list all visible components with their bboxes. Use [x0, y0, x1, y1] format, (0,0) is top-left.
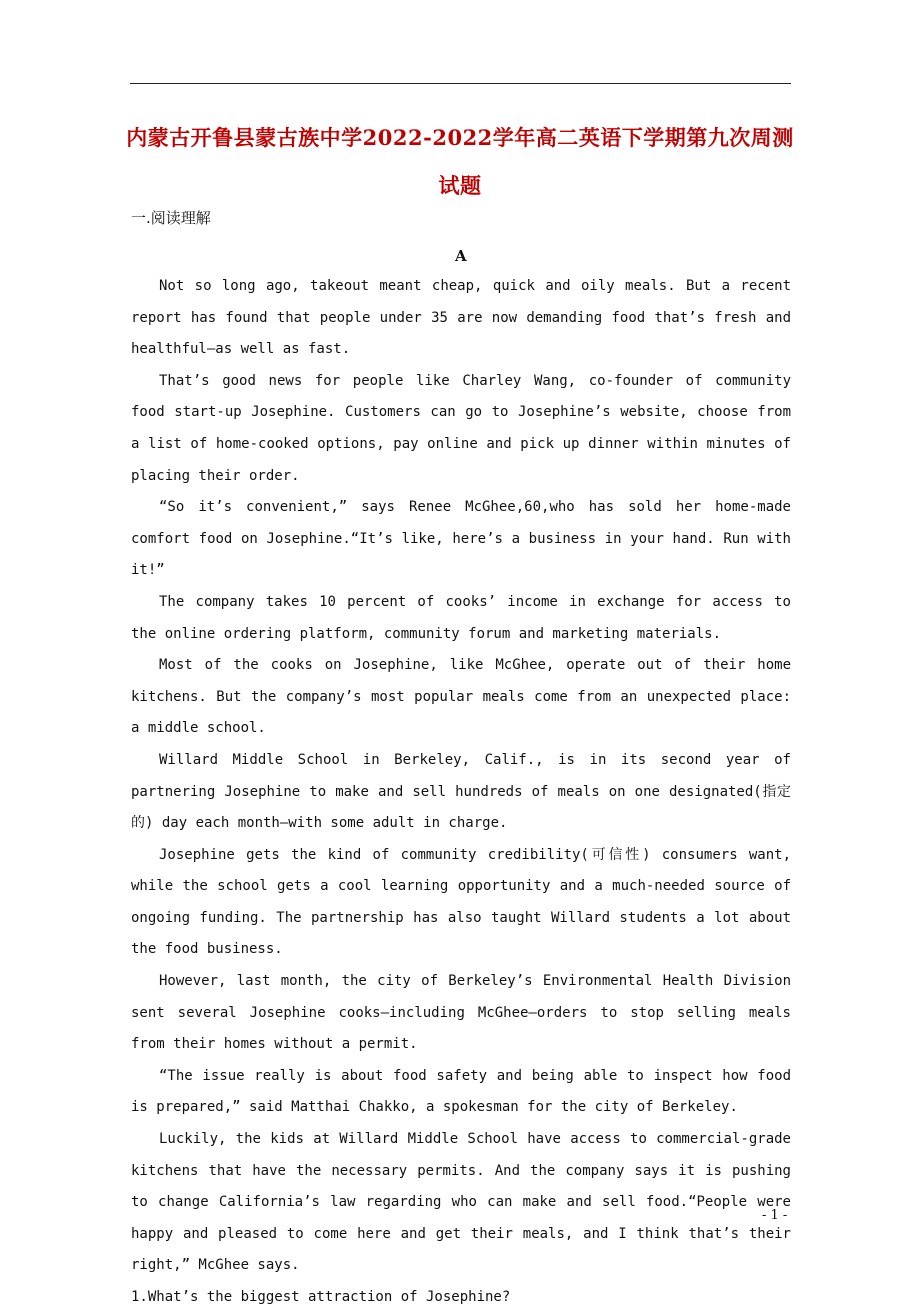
document-title-line-2: 试题: [438, 173, 482, 198]
paragraph: That’s good news for people like Charley Wang, co-founder of community food start-up Josephine. Customers can go to Josephine’s website, choose from a list of home-cooked options, pay online and pick up dinner within minutes of placing their order.: [131, 372, 791, 484]
passage-label: A: [455, 247, 467, 265]
paragraph: The company takes 10 percent of cooks’ income in exchange for access to the online ordering platform, community forum and marketing materials.: [131, 593, 791, 642]
paragraph: Willard Middle School in Berkeley, Calif., is in its second year of partnering Josephine to make and sell hundreds of meals on one designated(指定的) day each month—with some adult in charge.: [131, 751, 791, 832]
section-heading: 一.阅读理解: [131, 209, 211, 227]
paragraph: Most of the cooks on Josephine, like McGhee, operate out of their home kitchens. But the company’s most popular meals come from an unexpected place: a middle school.: [131, 657, 791, 737]
question-1: 1.What’s the biggest attraction of Josephine?: [131, 1289, 511, 1305]
paragraph: Luckily, the kids at Willard Middle School have access to commercial-grade kitchens that have the necessary permits. And the company says it is pushing to change California’s law regarding who can make and sell food.“People were happy and pleased to come here and get their meals, and I think that’s their right,” McGhee says.: [131, 1131, 791, 1274]
page-number: - 1 -: [762, 1208, 788, 1223]
paragraph: “The issue really is about food safety and being able to inspect how food is prepared,” said Matthai Chakko, a spokesman for the city of Berkeley.: [131, 1067, 791, 1116]
document-title-line-1: 内蒙古开鲁县蒙古族中学2022-2022学年高二英语下学期第九次周测: [126, 125, 794, 150]
paragraph: However, last month, the city of Berkeley’s Environmental Health Division sent several Josephine cooks—including McGhee—orders to stop selling meals from their homes without a permit.: [131, 973, 791, 1053]
paragraph: Josephine gets the kind of community credibility(可信性) consumers want, while the school gets a cool learning opportunity and a much-needed source of ongoing funding. The partnership has also taught Willard students a lot about the food business.: [131, 846, 791, 958]
header-rule: [130, 83, 791, 84]
paragraph: Not so long ago, takeout meant cheap, quick and oily meals. But a recent report has found that people under 35 are now demanding food that’s fresh and healthful—as well as fast.: [131, 278, 791, 358]
paragraph: “So it’s convenient,” says Renee McGhee,60,who has sold her home-made comfort food on Josephine.“It’s like, here’s a business in your hand. Run with it!”: [131, 499, 791, 579]
passage-body: [131, 271, 791, 1314]
